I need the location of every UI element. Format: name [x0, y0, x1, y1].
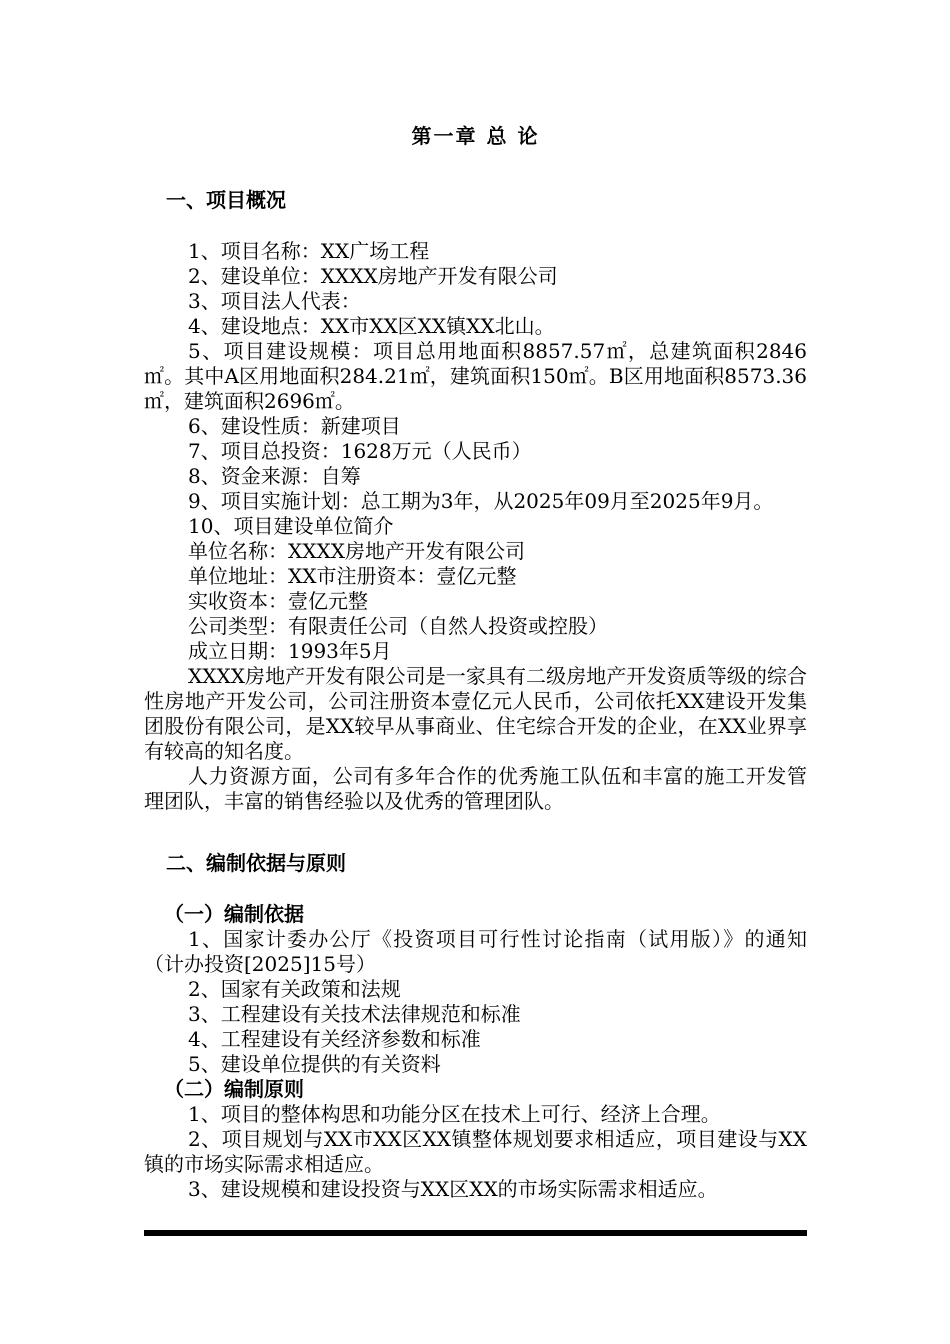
paragraph-location: 4、建设地点：XX市XX区XX镇XX北山。 [188, 314, 555, 338]
list-item: 3、工程建设有关技术法律规范和标准 [188, 1002, 521, 1026]
paragraph-founded-date: 成立日期：1993年5月 [188, 639, 392, 663]
list-item: 3、建设规模和建设投资与XX区XX的市场实际需求相适应。 [188, 1177, 718, 1201]
paragraph-company-address: 单位地址：XX市注册资本：壹亿元整 [188, 564, 517, 588]
list-item: 4、工程建设有关经济参数和标准 [188, 1027, 481, 1051]
paragraph-builder: 2、建设单位：XXXX房地产开发有限公司 [188, 264, 558, 288]
paragraph-legal-rep: 3、项目法人代表： [188, 289, 361, 313]
paragraph-project-name: 1、项目名称：XX广场工程 [188, 239, 430, 263]
paragraph-investment: 7、项目总投资：1628万元（人民币） [188, 439, 532, 463]
list-item: 2、项目规划与XX市XX区XX镇整体规划要求相适应，项目建设与XX镇的市场实际需求相适应。 [144, 1127, 807, 1176]
section-heading-basis-principles: 二、编制依据与原则 [166, 851, 346, 875]
paragraph-company-profile: XXXX房地产开发有限公司是一家具有二级房地产开发资质等级的综合性房地产开发公司，公司注册资本壹亿元人民币，公司依托XX建设开发集团股份有限公司，是XX较早从事商业、住宅综合开发的企业，在XX业界享有较高的知名度。 [144, 664, 807, 763]
paragraph-company-name: 单位名称：XXXX房地产开发有限公司 [188, 539, 525, 563]
section-heading-overview: 一、项目概况 [166, 188, 286, 212]
chapter-title: 第一章 总 论 [411, 124, 540, 148]
subsection-heading-principles: （二）编制原则 [164, 1077, 304, 1101]
paragraph-schedule: 9、项目实施计划：总工期为3年，从2025年09月至2025年9月。 [188, 489, 774, 513]
basis-paragraphs [144, 927, 807, 1077]
principles-paragraphs [144, 1102, 807, 1202]
list-item: 1、项目的整体构思和功能分区在技术上可行、经济上合理。 [188, 1102, 721, 1126]
list-item: 5、建设单位提供的有关资料 [188, 1052, 441, 1076]
paragraph-funding: 8、资金来源：自筹 [188, 464, 361, 488]
paragraph-paid-capital: 实收资本：壹亿元整 [188, 589, 368, 613]
list-item: 1、国家计委办公厅《投资项目可行性讨论指南（试用版）》的通知（计办投资[2025]15号） [144, 927, 807, 976]
overview-paragraphs [144, 239, 807, 814]
paragraph-nature: 6、建设性质：新建项目 [188, 414, 401, 438]
paragraph-human-resources: 人力资源方面，公司有多年合作的优秀施工队伍和丰富的施工开发管理团队，丰富的销售经验以及优秀的管理团队。 [144, 764, 807, 813]
paragraph-company-type: 公司类型：有限责任公司（自然人投资或控股） [188, 614, 608, 638]
paragraph-company-intro: 10、项目建设单位简介 [188, 514, 394, 538]
list-item: 2、国家有关政策和法规 [188, 977, 401, 1001]
paragraph-scale: 5、项目建设规模：项目总用地面积8857.57㎡，总建筑面积2846㎡。其中A区用地面积284.21㎡，建筑面积150㎡。B区用地面积8573.36㎡，建筑面积2696㎡。 [144, 339, 807, 413]
document-body [144, 118, 807, 1202]
subsection-heading-basis: （一）编制依据 [164, 902, 304, 926]
footer-divider [144, 1230, 807, 1236]
